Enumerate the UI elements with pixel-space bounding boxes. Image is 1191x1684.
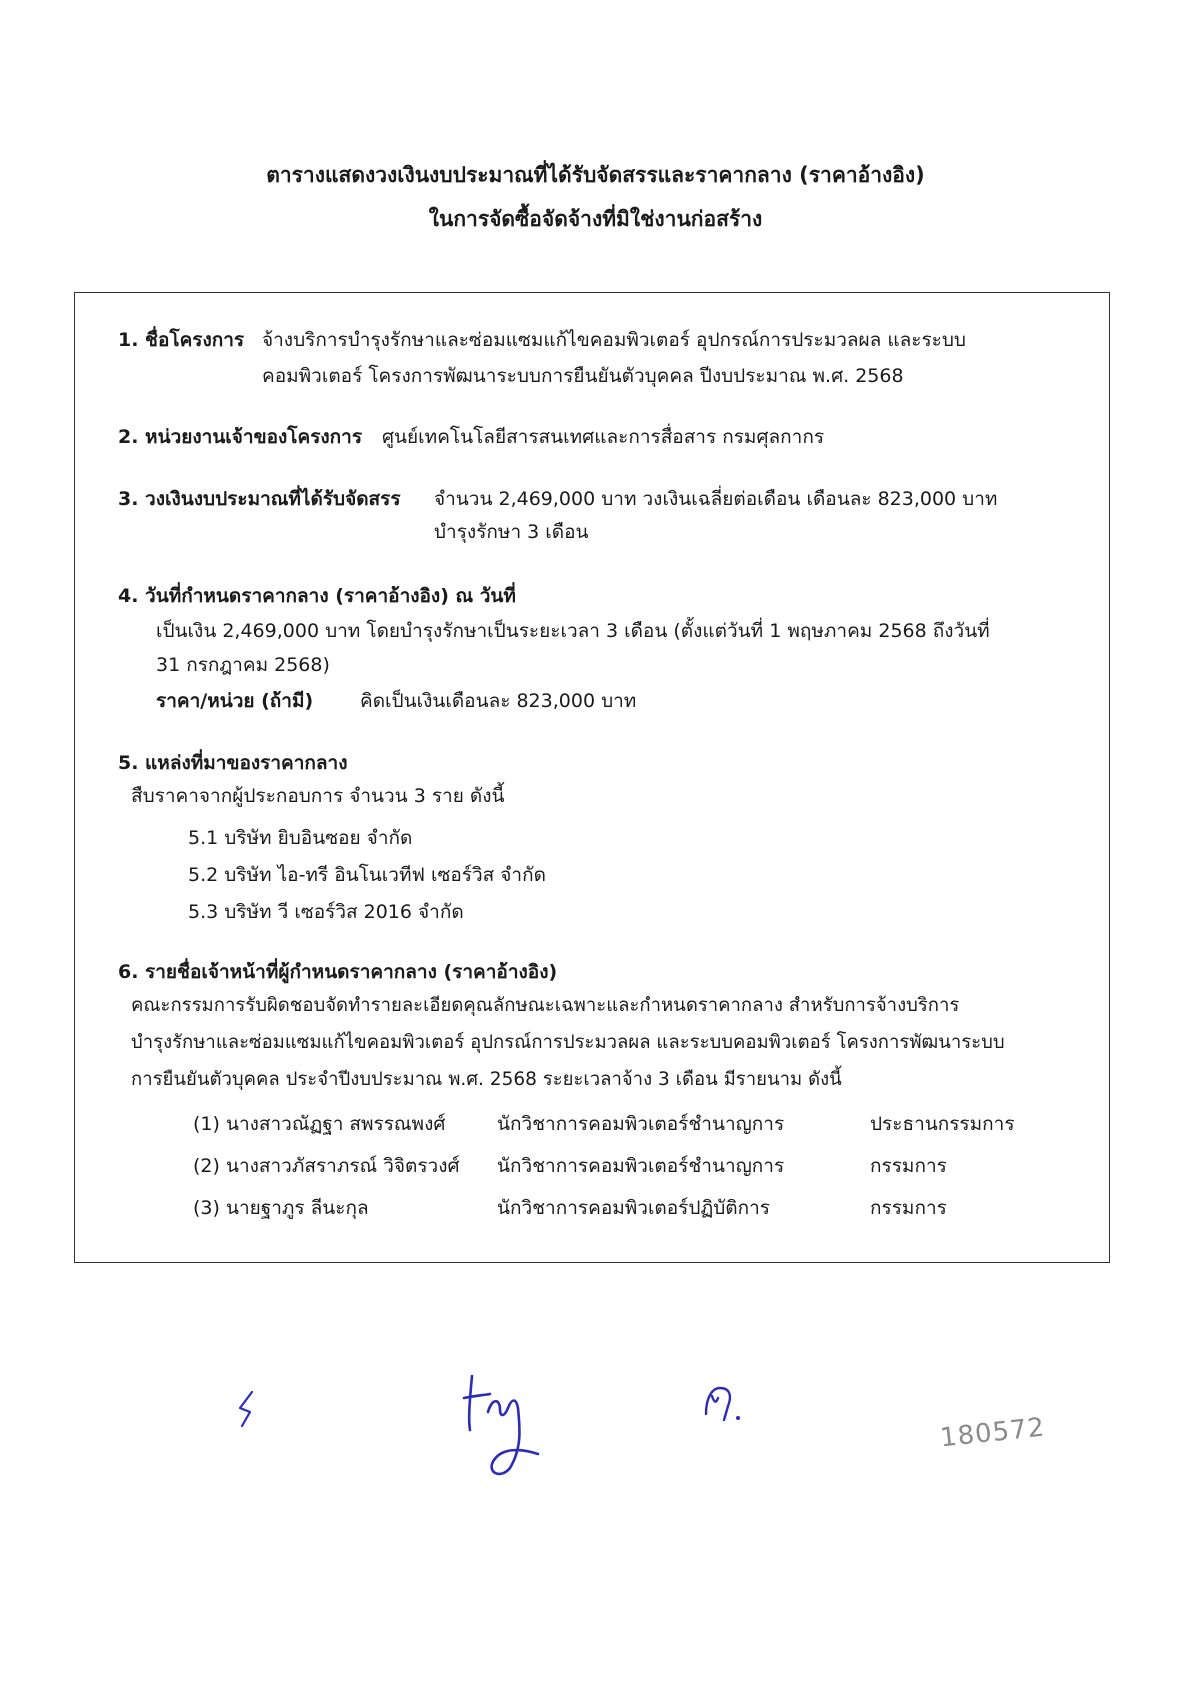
document-title-line-1: ตารางแสดงวงเงินงบประมาณที่ได้รับจัดสรรและราคากลาง (ราคาอ้างอิง) bbox=[266, 163, 925, 187]
section-4-value-line-2: 31 กรกฎาคม 2568) bbox=[156, 654, 330, 676]
signature-main bbox=[460, 1368, 555, 1483]
section-1-value-line-2: คอมพิวเตอร์ โครงการพัฒนาระบบการยืนยันตัวบุคคล ปีงบประมาณ พ.ศ. 2568 bbox=[262, 365, 904, 387]
committee-member-name: (1) นางสาวณัฏฐา สพรรณพงศ์ bbox=[193, 1113, 446, 1135]
committee-member-position: นักวิชาการคอมพิวเตอร์ชำนาญการ bbox=[497, 1113, 785, 1135]
committee-member-position: นักวิชาการคอมพิวเตอร์ชำนาญการ bbox=[497, 1155, 785, 1177]
section-2-value: ศูนย์เทคโนโลยีสารสนเทศและการสื่อสาร กรมศุลกากร bbox=[382, 426, 825, 448]
committee-member-name: (3) นายฐาภูร ลีนะกุล bbox=[193, 1197, 369, 1219]
committee-member-name: (2) นางสาวภัสราภรณ์ วิจิตรวงศ์ bbox=[193, 1155, 460, 1177]
vendor-list-item: 5.1 บริษัท ยิบอินซอย จำกัด bbox=[188, 827, 413, 849]
committee-member-role: กรรมการ bbox=[870, 1155, 947, 1177]
vendor-list-item: 5.2 บริษัท ไอ-ทรี อินโนเวทีฟ เซอร์วิส จำกัด bbox=[188, 864, 546, 886]
section-1-label: 1. ชื่อโครงการ bbox=[118, 329, 245, 351]
section-4-unit-label: ราคา/หน่วย (ถ้ามี) bbox=[156, 690, 314, 712]
committee-member-position: นักวิชาการคอมพิวเตอร์ปฏิบัติการ bbox=[497, 1197, 770, 1219]
handwritten-document-number: 180572 bbox=[938, 1412, 1047, 1454]
section-4-unit-value: คิดเป็นเงินเดือนละ 823,000 บาท bbox=[360, 690, 637, 712]
section-3-value-line-1: จำนวน 2,469,000 บาท วงเงินเฉลี่ยต่อเดือน เดือนละ 823,000 บาท bbox=[434, 488, 998, 510]
section-3-value-line-2: บำรุงรักษา 3 เดือน bbox=[434, 521, 589, 543]
section-2-label: 2. หน่วยงานเจ้าของโครงการ bbox=[118, 426, 363, 448]
committee-member-role: กรรมการ bbox=[870, 1197, 947, 1219]
signature-initial-1 bbox=[228, 1386, 268, 1436]
section-5-intro: สืบราคาจากผู้ประกอบการ จำนวน 3 ราย ดังนี้ bbox=[131, 785, 505, 807]
section-3-label: 3. วงเงินงบประมาณที่ได้รับจัดสรร bbox=[118, 488, 401, 510]
section-6-paragraph-line-2: บำรุงรักษาและซ่อมแซมแก้ไขคอมพิวเตอร์ อุปกรณ์การประมวลผล และระบบคอมพิวเตอร์ โครงการพัฒนาระบบ bbox=[131, 1032, 1005, 1053]
document-title-line-2: ในการจัดซื้อจัดจ้างที่มิใช่งานก่อสร้าง bbox=[428, 207, 763, 231]
section-4-value-line-1: เป็นเงิน 2,469,000 บาท โดยบำรุงรักษาเป็นระยะเวลา 3 เดือน (ตั้งแต่วันที่ 1 พฤษภาคม 2568 ถึงวันที่ bbox=[156, 620, 990, 642]
section-1-value-line-1: จ้างบริการบำรุงรักษาและซ่อมแซมแก้ไขคอมพิวเตอร์ อุปกรณ์การประมวลผล และระบบ bbox=[262, 329, 966, 351]
committee-member-role: ประธานกรรมการ bbox=[870, 1113, 1015, 1135]
section-5-label: 5. แหล่งที่มาของราคากลาง bbox=[118, 752, 348, 774]
section-6-label: 6. รายชื่อเจ้าหน้าที่ผู้กำหนดราคากลาง (ราคาอ้างอิง) bbox=[118, 961, 558, 983]
section-6-paragraph-line-3: การยืนยันตัวบุคคล ประจำปีงบประมาณ พ.ศ. 2568 ระยะเวลาจ้าง 3 เดือน มีรายนาม ดังนี้ bbox=[131, 1069, 842, 1090]
vendor-list-item: 5.3 บริษัท วี เซอร์วิส 2016 จำกัด bbox=[188, 901, 464, 923]
signature-initial-2 bbox=[698, 1378, 758, 1428]
section-4-label: 4. วันที่กำหนดราคากลาง (ราคาอ้างอิง) ณ วันที่ bbox=[118, 585, 516, 607]
section-6-paragraph-line-1: คณะกรรมการรับผิดชอบจัดทำรายละเอียดคุณลักษณะเฉพาะและกำหนดราคากลาง สำหรับการจ้างบริการ bbox=[131, 995, 960, 1016]
